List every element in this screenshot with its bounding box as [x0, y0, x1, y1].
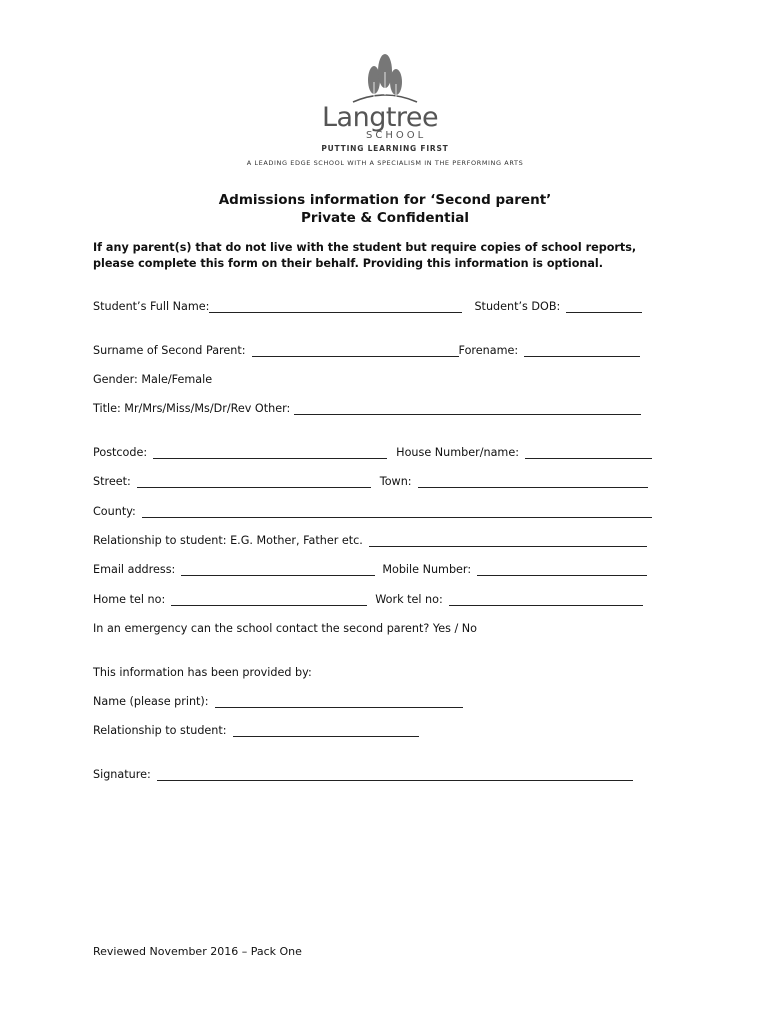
logo-brand-name: Langtree: [322, 102, 439, 133]
mobile-label: Mobile Number:: [382, 563, 472, 576]
signature-label: Signature:: [93, 768, 151, 781]
student-name-label: Student’s Full Name:: [93, 300, 210, 313]
student-dob-field[interactable]: [566, 300, 642, 313]
mobile-field[interactable]: [477, 563, 647, 576]
county-label: County:: [93, 505, 136, 518]
town-field[interactable]: [418, 475, 648, 488]
print-name-field[interactable]: [215, 695, 463, 708]
county-field[interactable]: [142, 505, 652, 518]
tree-logo-icon: [345, 52, 425, 104]
street-label: Street:: [93, 475, 131, 488]
logo-school-word: SCHOOL: [366, 130, 427, 141]
relationship-row: [93, 534, 647, 547]
school-logo: [0, 52, 770, 104]
student-name-field[interactable]: [209, 300, 462, 313]
signature-row: [93, 768, 633, 781]
intro-line-2: please complete this form on their behalf. Providing this information is optional.: [93, 257, 604, 270]
provider-relationship-row: [93, 724, 419, 737]
address-row-1: [93, 446, 652, 459]
title-other-field[interactable]: [294, 402, 641, 415]
home-tel-field[interactable]: [171, 593, 367, 606]
forename-label: Forename:: [458, 344, 519, 357]
title-row: [93, 402, 641, 415]
intro-line-1: If any parent(s) that do not live with the student but require copies of school reports,: [93, 241, 637, 254]
title-label: Title: Mr/Mrs/Miss/Ms/Dr/Rev Other:: [93, 402, 291, 415]
form-title: Admissions information for ‘Second parent’: [218, 192, 552, 208]
provider-relationship-field[interactable]: [233, 724, 419, 737]
email-field[interactable]: [181, 563, 375, 576]
surname-field[interactable]: [252, 344, 459, 357]
contact-row-1: [93, 563, 647, 576]
print-name-label: Name (please print):: [93, 695, 209, 708]
form-subtitle: Private & Confidential: [301, 210, 469, 226]
work-tel-label: Work tel no:: [375, 593, 443, 606]
intro-text: [93, 240, 678, 272]
address-row-3: [93, 505, 652, 518]
gender-row: [93, 373, 212, 386]
emergency-question: In an emergency can the school contact the second parent? Yes / No: [93, 622, 478, 635]
student-row: [93, 300, 642, 313]
relationship-field[interactable]: [369, 534, 647, 547]
logo-specialism: A LEADING EDGE SCHOOL WITH A SPECIALISM IN THE PERFORMING ARTS: [246, 159, 524, 167]
provider-relationship-label: Relationship to student:: [93, 724, 227, 737]
provided-by-row: [93, 666, 312, 679]
gender-label: Gender: Male/Female: [93, 373, 213, 386]
relationship-label: Relationship to student: E.G. Mother, Father etc.: [93, 534, 363, 547]
email-label: Email address:: [93, 563, 176, 576]
print-name-row: [93, 695, 463, 708]
signature-field[interactable]: [157, 768, 633, 781]
home-tel-label: Home tel no:: [93, 593, 166, 606]
address-row-2: [93, 475, 648, 488]
postcode-field[interactable]: [153, 446, 387, 459]
house-label: House Number/name:: [396, 446, 519, 459]
street-field[interactable]: [137, 475, 371, 488]
footer-text: Reviewed November 2016 – Pack One: [93, 945, 302, 958]
work-tel-field[interactable]: [449, 593, 643, 606]
parent-name-row: [93, 344, 640, 357]
contact-row-2: [93, 593, 643, 606]
surname-label: Surname of Second Parent:: [93, 344, 246, 357]
emergency-row: [93, 622, 477, 635]
house-field[interactable]: [525, 446, 652, 459]
provided-by-label: This information has been provided by:: [93, 666, 312, 679]
logo-motto: PUTTING LEARNING FIRST: [321, 144, 449, 153]
town-label: Town:: [379, 475, 412, 488]
forename-field[interactable]: [524, 344, 640, 357]
postcode-label: Postcode:: [93, 446, 148, 459]
student-dob-label: Student’s DOB:: [474, 300, 561, 313]
